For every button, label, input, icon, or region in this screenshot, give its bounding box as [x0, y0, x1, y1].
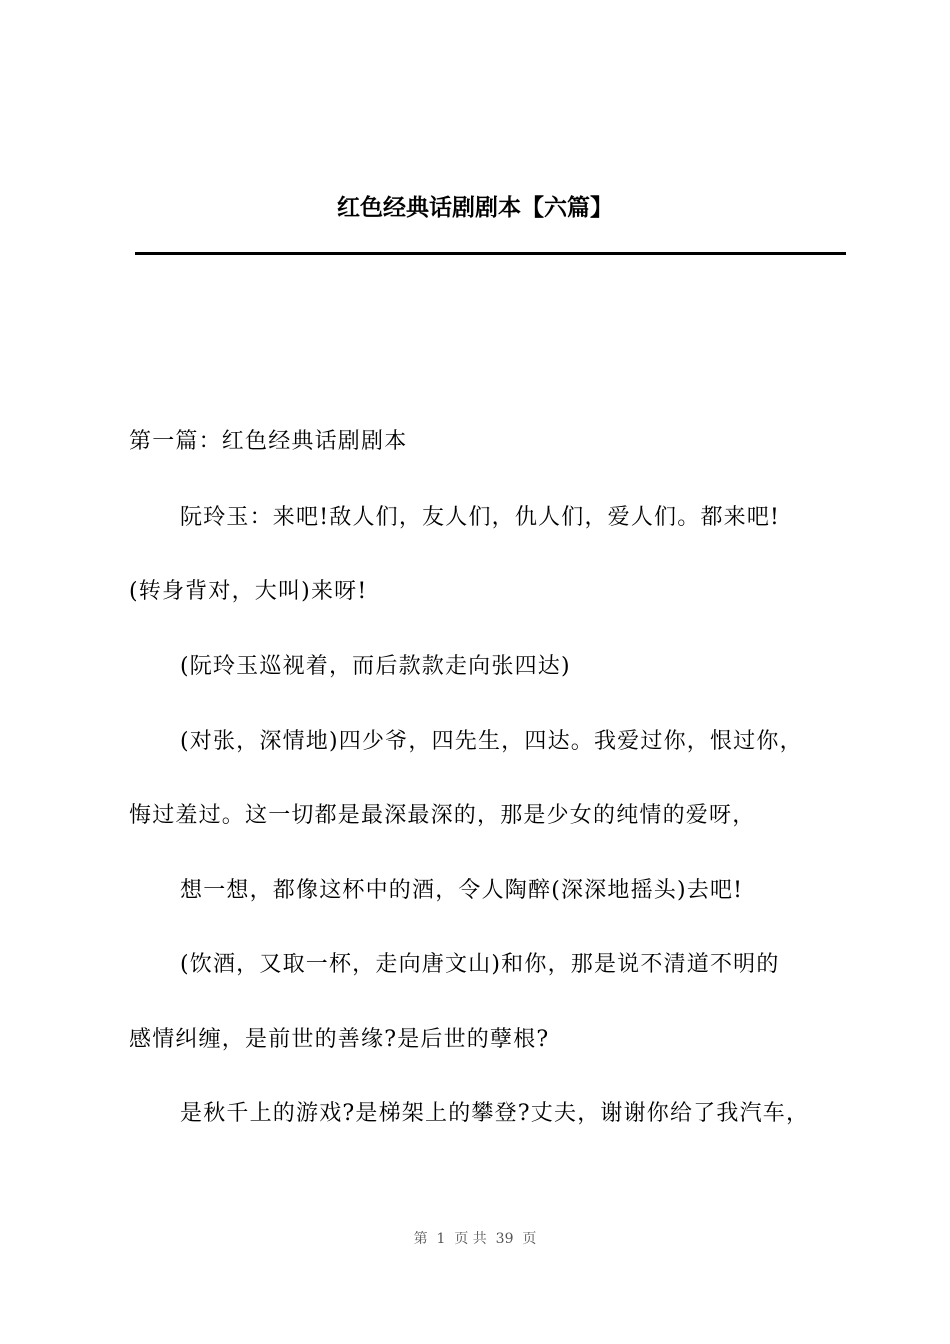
paragraph-line: (阮玲玉巡视着，而后款款走向张四达): [180, 654, 571, 679]
paragraph-line: 是秋千上的游戏?是梯架上的攀登?丈夫，谢谢你给了我汽车，: [180, 1101, 810, 1126]
page-footer: 第 1 页 共 39 页: [413, 1231, 537, 1247]
paragraph-line: (对张，深情地)四少爷，四先生，四达。我爱过你，恨过你，: [180, 729, 803, 754]
paragraph-line: 悔过羞过。这一切都是最深最深的，那是少女的纯情的爱呀，: [129, 803, 756, 828]
section-heading: 第一篇：红色经典话剧剧本: [129, 429, 408, 454]
paragraph-line: (转身背对，大叫)来呀!: [129, 579, 368, 604]
document-title: 红色经典话剧剧本【六篇】: [337, 195, 613, 221]
paragraph-line: 感情纠缠，是前世的善缘?是后世的孽根?: [129, 1027, 550, 1052]
paragraph-line: 阮玲玉：来吧!敌人们，友人们，仇人们，爱人们。都来吧!: [180, 505, 781, 530]
title-underline: [135, 252, 846, 255]
paragraph-line: 想一想，都像这杯中的酒，令人陶醉(深深地摇头)去吧!: [180, 878, 744, 903]
paragraph-line: (饮酒，又取一杯，走向唐文山)和你，那是说不清道不明的: [180, 952, 780, 977]
